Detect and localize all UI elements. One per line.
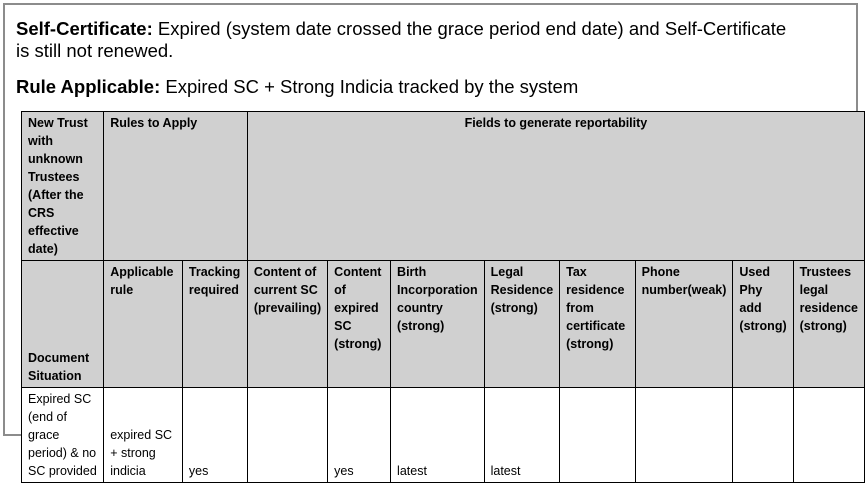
- cell-content-current-sc: [247, 388, 327, 483]
- self-certificate-label: Self-Certificate:: [16, 18, 153, 39]
- header-content-expired-sc: Content of expired SC (strong): [328, 261, 391, 388]
- cell-content-expired-sc: yes: [328, 388, 391, 483]
- header-tax-residence: Tax residence from certificate (strong): [560, 261, 636, 388]
- header-trustees-legal-residence: Trustees legal residence (strong): [793, 261, 864, 388]
- cell-legal-residence: latest: [484, 388, 560, 483]
- table-header-row-2: [22, 261, 865, 388]
- header-applicable-rule: Applicable rule: [104, 261, 183, 388]
- cell-tax-residence: [560, 388, 636, 483]
- cell-phone-number: [635, 388, 733, 483]
- cell-birth-incorporation: latest: [391, 388, 485, 483]
- header-rules-to-apply: Rules to Apply: [104, 112, 248, 261]
- cell-applicable-rule: expired SC + strong indicia: [104, 388, 183, 483]
- self-certificate-text: Expired (system date crossed the grace period end date) and Self-Certificate is still not renewed.: [16, 18, 787, 61]
- rule-applicable-label: Rule Applicable:: [16, 76, 161, 97]
- rule-applicable-text: Expired SC + Strong Indicia tracked by the system: [160, 76, 579, 97]
- cell-used-phy-add: [733, 388, 793, 483]
- cell-tracking-required: yes: [182, 388, 247, 483]
- header-document-situation: Document Situation: [22, 261, 104, 388]
- header-fields-to-generate: Fields to generate reportability: [247, 112, 864, 261]
- header-content-current-sc: Content of current SC (prevailing): [247, 261, 327, 388]
- header-tracking-required: Tracking required: [182, 261, 247, 388]
- header-new-trust: New Trust with unknown Trustees (After the CRS effective date): [22, 112, 104, 261]
- cell-trustees-legal-residence: [793, 388, 864, 483]
- header-birth-incorporation: Birth Incorporation country (strong): [391, 261, 485, 388]
- table-header-row-1: [22, 112, 865, 261]
- header-used-phy-add: Used Phy add (strong): [733, 261, 793, 388]
- cell-document-situation: Expired SC (end of grace period) & no SC provided: [22, 388, 104, 483]
- header-legal-residence: Legal Residence (strong): [484, 261, 560, 388]
- table-row: [22, 388, 865, 483]
- reportability-table: [21, 111, 865, 483]
- self-certificate-paragraph: [16, 18, 796, 62]
- header-phone-number: Phone number(weak): [635, 261, 733, 388]
- rule-applicable-paragraph: [16, 76, 816, 98]
